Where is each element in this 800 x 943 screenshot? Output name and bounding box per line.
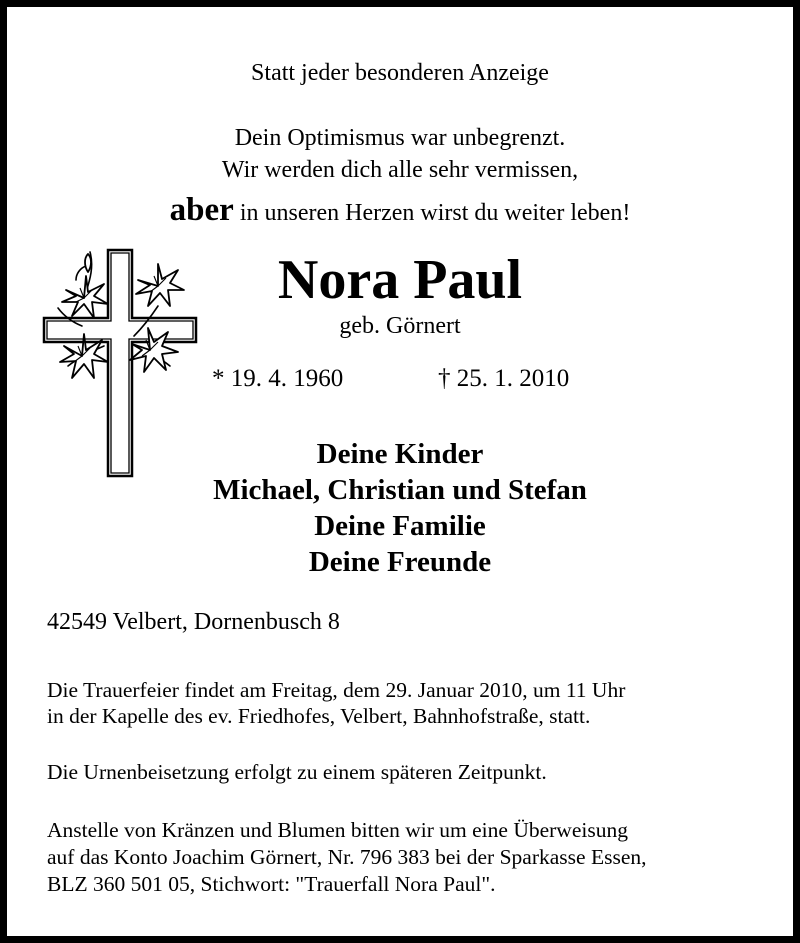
mourner-line: Deine Kinder xyxy=(316,438,484,470)
mourner-line: Deine Freunde xyxy=(308,546,492,578)
quote-line-3-rest: in unseren Herzen wirst du weiter leben! xyxy=(233,200,631,226)
quote-line-3 xyxy=(0,192,800,229)
statt-anzeige-line: Statt jeder besonderen Anzeige xyxy=(251,60,549,86)
funeral-info-line-1: Die Trauerfeier findet am Freitag, dem 29. Januar 2010, um 11 Uhr xyxy=(47,678,626,702)
maiden-name: geb. Görnert xyxy=(339,313,461,339)
quote-line-2: Wir werden dich alle sehr vermissen, xyxy=(221,157,579,183)
mourner-line: Michael, Christian und Stefan xyxy=(213,474,587,506)
mourner-line: Deine Familie xyxy=(314,510,486,542)
death-date: † 25. 1. 2010 xyxy=(438,365,570,392)
mourner-address: 42549 Velbert, Dornenbusch 8 xyxy=(47,609,340,635)
quote-emphasis-aber: aber xyxy=(169,192,234,228)
donation-info-line-1: Anstelle von Kränzen und Blumen bitten wir um eine Überweisung xyxy=(47,818,628,842)
birth-date: * 19. 4. 1960 xyxy=(212,365,344,392)
deceased-name: Nora Paul xyxy=(277,249,523,311)
funeral-info-line-2: in der Kapelle des ev. Friedhofes, Velbert, Bahnhofstraße, statt. xyxy=(47,704,591,728)
quote-line-1: Dein Optimismus war unbegrenzt. xyxy=(234,125,566,151)
urn-burial-info: Die Urnenbeisetzung erfolgt zu einem späteren Zeitpunkt. xyxy=(47,760,547,784)
donation-info-line-2: auf das Konto Joachim Görnert, Nr. 796 383 bei der Sparkasse Essen, xyxy=(47,845,647,869)
donation-info-line-3: BLZ 360 501 05, Stichwort: "Trauerfall Nora Paul". xyxy=(47,872,496,896)
